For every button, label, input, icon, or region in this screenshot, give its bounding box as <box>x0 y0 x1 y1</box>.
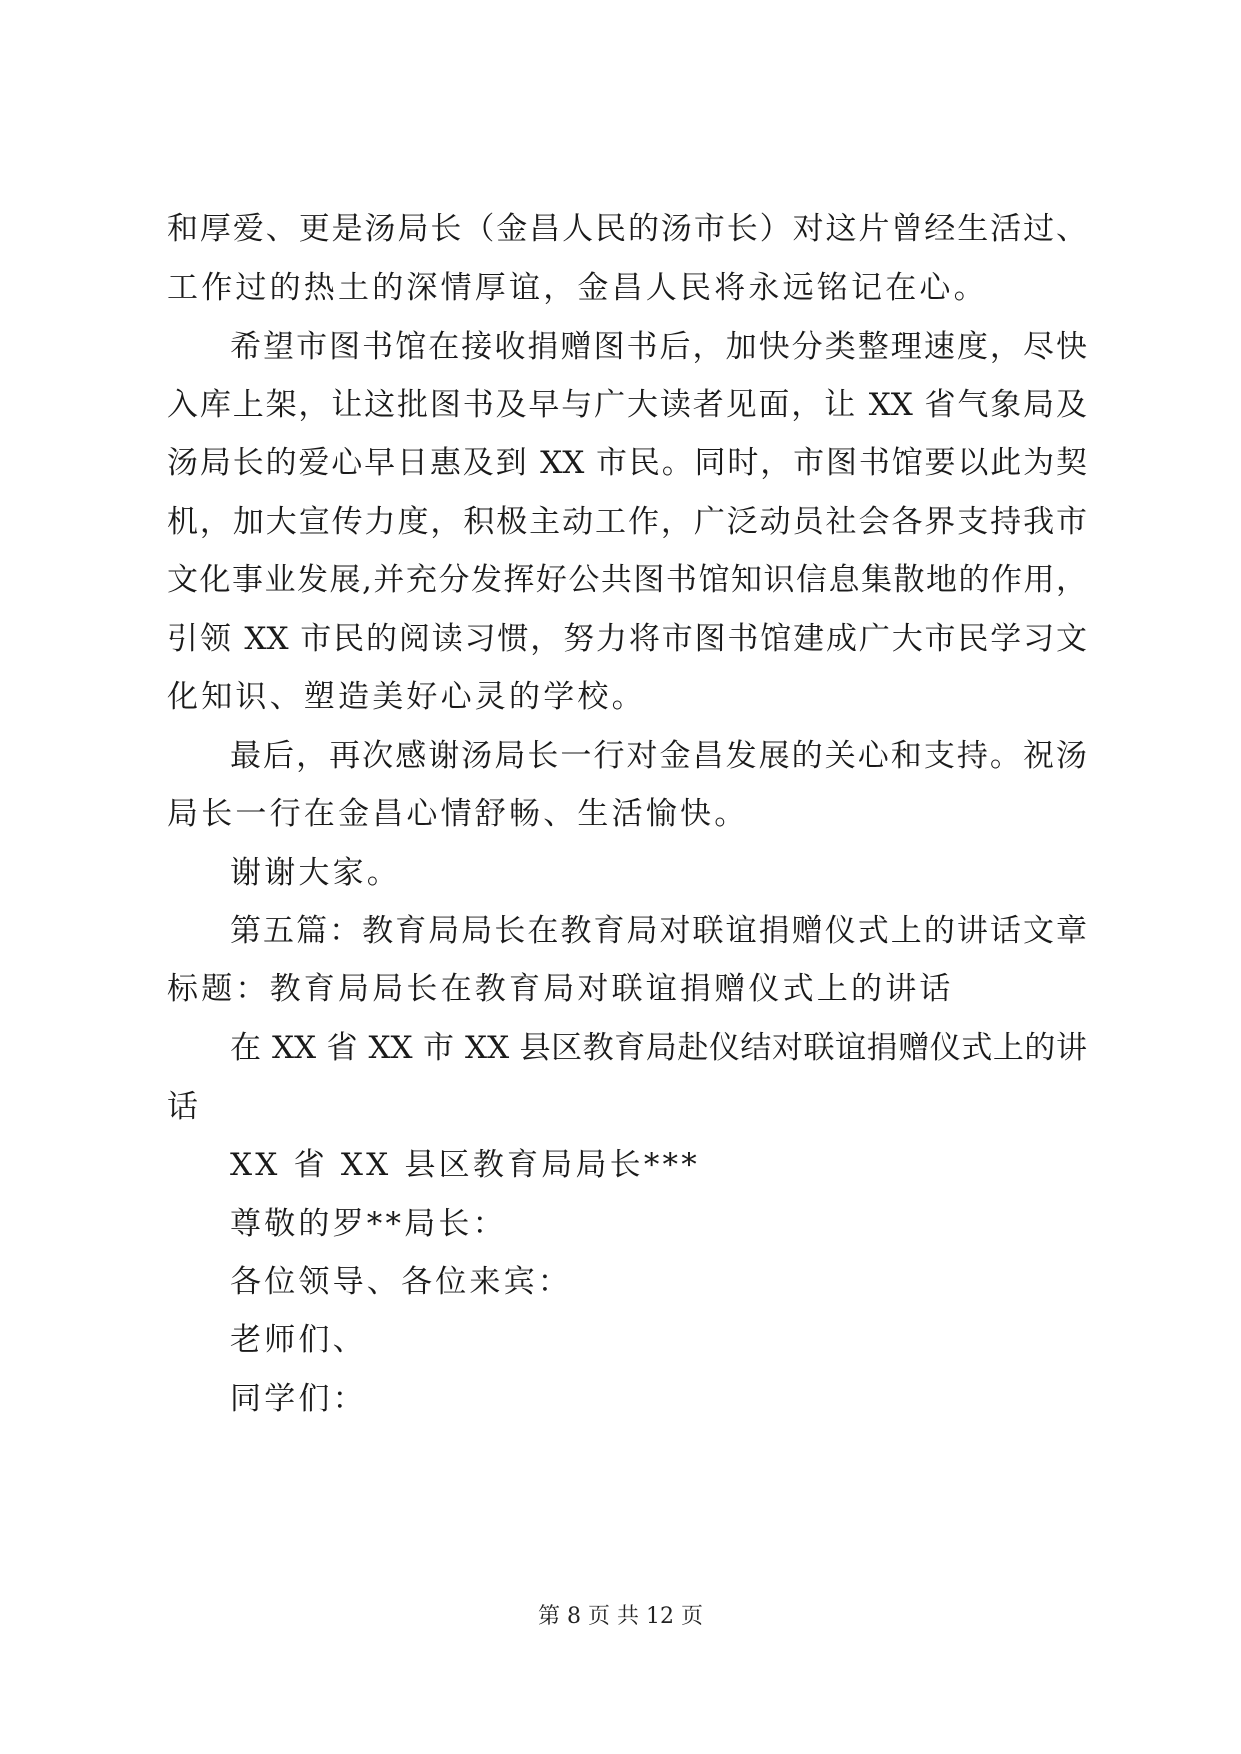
body-line-10: 最后，再次感谢汤局长一行对金昌发展的关心和支持。祝汤 <box>230 738 1087 774</box>
body-line-19: 各位领导、各位来宾： <box>230 1264 572 1300</box>
body-line-13: 第五篇：教育局局长在教育局对联谊捐赠仪式上的讲话文章 <box>230 913 1087 949</box>
body-line-6: 机，加大宣传力度，积极主动工作，广泛动员社会各界支持我市 <box>167 504 1087 540</box>
body-line-4: 入库上架，让这批图书及早与广大读者见面，让 XX 省气象局及 <box>167 387 1087 423</box>
body-line-15: 在 XX 省 XX 市 XX 县区教育局赴仪结对联谊捐赠仪式上的讲 <box>230 1030 1087 1066</box>
body-line-14: 标题：教育局局长在教育局对联谊捐赠仪式上的讲话 <box>167 971 954 1007</box>
body-line-7: 文化事业发展,并充分发挥好公共图书馆知识信息集散地的作用， <box>167 562 1087 598</box>
body-line-16: 话 <box>167 1089 202 1125</box>
body-line-1: 和厚爱、更是汤局长（金昌人民的汤市长）对这片曾经生活过、 <box>167 211 1087 247</box>
body-line-5: 汤局长的爱心早日惠及到 XX 市民。同时，市图书馆要以此为契 <box>167 445 1087 481</box>
body-line-12: 谢谢大家。 <box>230 855 401 891</box>
body-line-17: XX 省 XX 县区教育局局长*** <box>230 1147 700 1183</box>
body-line-8: 引领 XX 市民的阅读习惯，努力将市图书馆建成广大市民学习文 <box>167 621 1087 657</box>
body-line-21: 同学们： <box>230 1381 367 1417</box>
body-line-20: 老师们、 <box>230 1322 367 1358</box>
body-line-9: 化知识、塑造美好心灵的学校。 <box>167 679 646 715</box>
page-footer: 第 8 页 共 12 页 <box>538 1604 703 1629</box>
body-line-2: 工作过的热土的深情厚谊，金昌人民将永远铭记在心。 <box>167 270 988 306</box>
body-line-18: 尊敬的罗**局长： <box>230 1206 507 1242</box>
body-line-11: 局长一行在金昌心情舒畅、生活愉快。 <box>167 796 749 832</box>
body-line-3: 希望市图书馆在接收捐赠图书后，加快分类整理速度，尽快 <box>230 329 1087 365</box>
